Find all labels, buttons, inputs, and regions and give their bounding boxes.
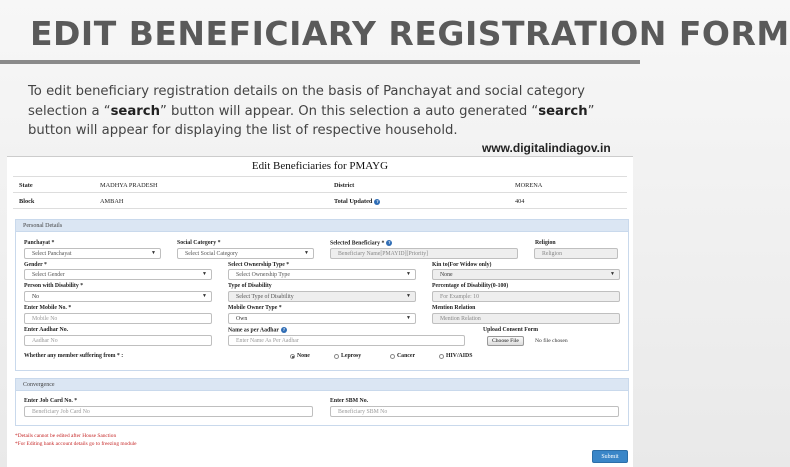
radio-none-label: None	[297, 353, 310, 359]
chevron-down-icon: ▼	[202, 294, 207, 299]
submit-button[interactable]: Submit	[592, 450, 628, 463]
title-underline	[0, 60, 640, 64]
religion-label: Religion	[535, 240, 556, 246]
block-value: AMBAH	[100, 198, 124, 205]
block-label: Block	[19, 198, 35, 205]
note-sanction: *Details cannot be edited after House Sanction	[15, 433, 117, 439]
aadhar-input[interactable]: Aadhar No	[24, 335, 212, 346]
chevron-down-icon: ▼	[151, 251, 156, 256]
selected-beneficiary-field[interactable]: Beneficiary Name[PMAYID][Priority]	[330, 248, 518, 259]
kin-select[interactable]: None ▼	[432, 269, 620, 280]
radio-cancer[interactable]	[390, 354, 395, 359]
aadhar-name-input[interactable]: Enter Name As Per Aadhar	[228, 335, 465, 346]
mention-relation-label: Mention Relation	[432, 305, 476, 311]
mobile-label: Enter Mobile No. *	[24, 305, 72, 311]
disability-percentage-label: Percentage of Disability(0-100)	[432, 283, 509, 289]
sbm-input[interactable]: Beneficiary SBM No	[330, 406, 619, 417]
radio-none[interactable]	[290, 354, 295, 359]
divider	[13, 208, 627, 209]
help-icon[interactable]: ?	[282, 327, 286, 332]
convergence-panel	[15, 378, 629, 426]
disease-question-label: Whether any member suffering from * :	[24, 353, 124, 359]
radio-hiv-aids[interactable]	[439, 354, 444, 359]
job-card-label: Enter Job Card No. *	[24, 398, 78, 404]
social-category-select[interactable]: Select Social Category ▼	[177, 248, 314, 259]
job-card-input[interactable]: Beneficiary Job Card No	[24, 406, 313, 417]
radio-leprosy[interactable]	[334, 354, 339, 359]
divider	[13, 192, 627, 193]
aadhar-label: Enter Aadhar No.	[24, 327, 69, 333]
help-icon[interactable]: ?	[388, 240, 391, 245]
mention-relation-input[interactable]: Mention Relation	[432, 313, 620, 324]
no-file-text: No file chosen	[535, 338, 568, 344]
convergence-heading: Convergence	[16, 379, 628, 391]
sbm-label: Enter SBM No.	[330, 398, 369, 404]
personal-details-heading: Personal Details	[16, 220, 628, 232]
ownership-type-select[interactable]: Select Ownership Type ▼	[228, 269, 416, 280]
radio-cancer-label: Cancer	[397, 353, 416, 359]
chevron-down-icon: ▼	[610, 272, 615, 277]
slide-title: EDIT BENEFICIARY REGISTRATION FORM	[30, 14, 790, 53]
ownership-type-label: Select Ownership Type *	[228, 262, 290, 268]
radio-hiv-aids-label: HIV/AIDS	[446, 353, 473, 359]
state-label: State	[19, 182, 33, 189]
note-bank-details: *For Editing bank account details go to freezing module	[15, 441, 137, 447]
website-label: www.digitalindiagov.in	[482, 141, 611, 155]
chevron-down-icon: ▼	[202, 272, 207, 277]
choose-file-button[interactable]: Choose File	[487, 336, 524, 346]
kin-label: Kin to(For Widow only)	[432, 262, 492, 268]
person-with-disability-label: Person with Disability *	[24, 283, 84, 289]
gender-select[interactable]: Select Gender ▼	[24, 269, 212, 280]
divider	[13, 176, 627, 177]
radio-leprosy-label: Leprosy	[341, 353, 362, 359]
aadhar-name-label: Name as per Aadhar ?	[228, 327, 286, 334]
chevron-down-icon: ▼	[304, 251, 309, 256]
mobile-owner-select[interactable]: Own ▼	[228, 313, 416, 324]
district-label: District	[334, 182, 355, 189]
chevron-down-icon: ▼	[406, 272, 411, 277]
mobile-input[interactable]: Mobile No	[24, 313, 212, 324]
state-value: MADHYA PRADESH	[100, 182, 158, 189]
help-icon[interactable]: ?	[376, 198, 379, 204]
disability-percentage-input[interactable]: For Example: 10	[432, 291, 620, 302]
consent-form-label: Upload Consent Form	[483, 327, 539, 333]
district-value: MORENA	[515, 182, 543, 189]
selected-beneficiary-label: Selected Beneficiary * ?	[330, 240, 391, 247]
panchayat-select[interactable]: Select Panchayat ▼	[24, 248, 161, 259]
form-screenshot	[7, 156, 633, 467]
person-with-disability-select[interactable]: No ▼	[24, 291, 212, 302]
social-category-label: Social Category *	[177, 240, 221, 246]
religion-field[interactable]: Religion	[534, 248, 618, 259]
intro-paragraph: To edit beneficiary registration details on the basis of Panchayat and social category selection a “search” button will appear. On this selection a auto generated “search” button will appear for displaying the list of respective household.	[28, 84, 595, 138]
panchayat-label: Panchayat *	[24, 240, 55, 246]
disability-type-label: Type of Disability	[228, 283, 272, 289]
form-title: Edit Beneficiaries for PMAYG	[251, 160, 389, 172]
mobile-owner-label: Mobile Owner Type *	[228, 305, 282, 311]
gender-label: Gender *	[24, 262, 47, 268]
chevron-down-icon: ▼	[406, 294, 411, 299]
total-updated-value: 404	[515, 198, 525, 205]
total-updated-label: Total Updated ?	[334, 198, 379, 205]
chevron-down-icon: ▼	[406, 316, 411, 321]
disability-type-select[interactable]: Select Type of Disability ▼	[228, 291, 416, 302]
